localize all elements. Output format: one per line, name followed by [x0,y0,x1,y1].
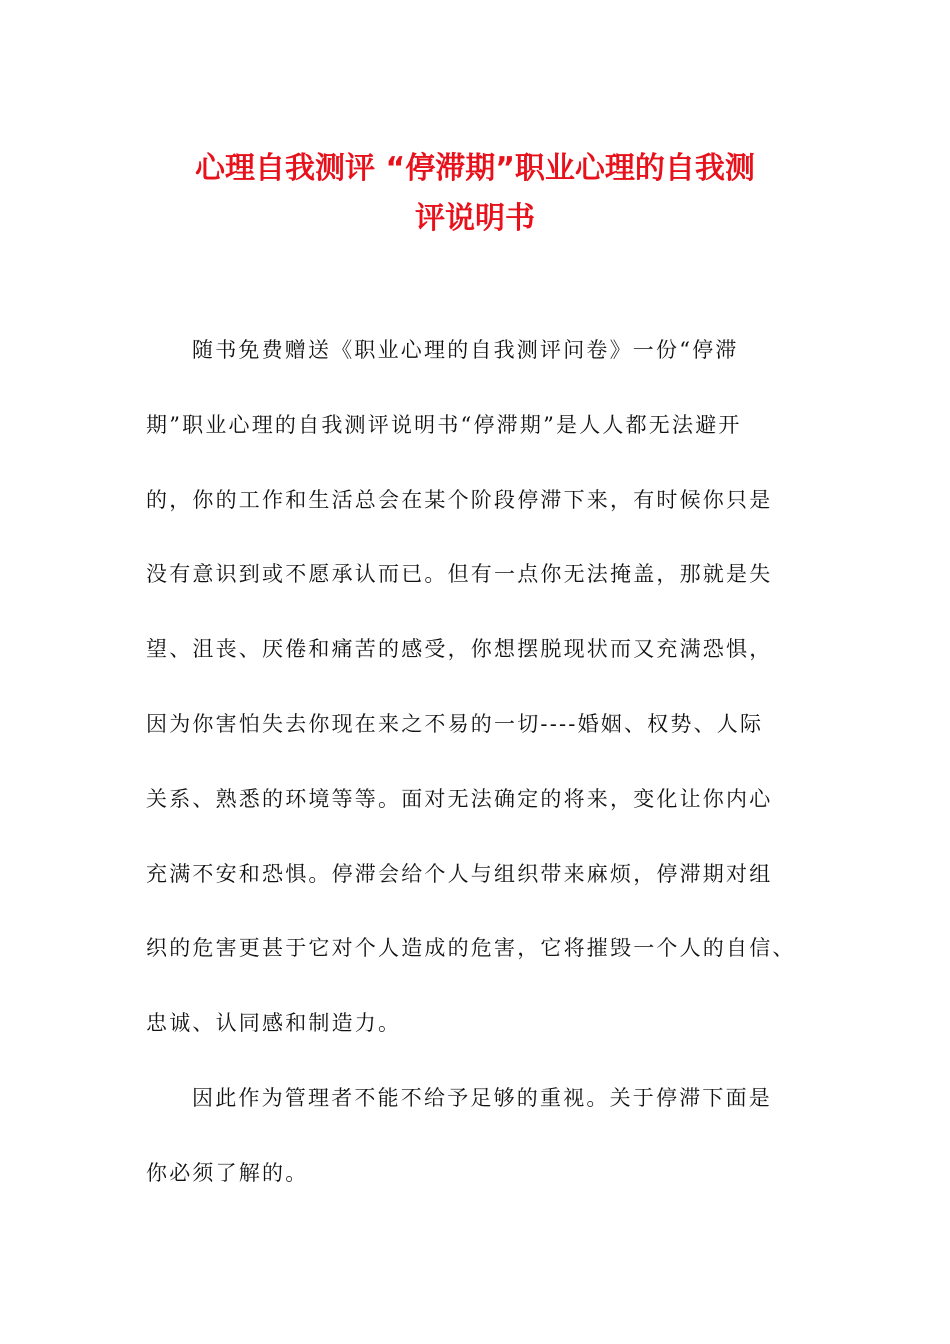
paragraph-1-line-3: 的，你的工作和生活总会在某个阶段停滞下来，有时候你只是 [146,487,773,512]
paragraph-2 [146,1076,810,1226]
document-body [146,328,810,1226]
paragraph-1-line-10: 忠诚、认同感和制造力。 [146,1011,402,1036]
paragraph-1-line-1: 随书免费赠送《职业心理的自我测评问卷》一份“停滞 [192,338,739,362]
paragraph-1-line-9: 织的危害更甚于它对个人造成的危害，它将摧毁一个人的自信、 [146,936,796,961]
paragraph-1-line-2: 期”职业心理的自我测评说明书“停滞期”是人人都无法避开 [146,412,742,437]
paragraph-1-line-7: 关系、熟悉的环境等等。面对无法确定的将来，变化让你内心 [146,786,773,811]
paragraph-2-line-1: 因此作为管理者不能不给予足够的重视。关于停滞下面是 [192,1085,772,1110]
paragraph-2-line-2: 你必须了解的。 [146,1160,309,1185]
paragraph-1-line-4: 没有意识到或不愿承认而已。但有一点你无法掩盖，那就是失 [146,562,773,587]
document-title [140,144,810,244]
paragraph-1 [146,328,810,1076]
paragraph-1-line-6: 因为你害怕失去你现在来之不易的一切----婚姻、权势、人际 [146,711,764,736]
title-line-2: 评说明书 [415,201,535,236]
paragraph-1-line-8: 充满不安和恐惧。停滞会给个人与组织带来麻烦，停滞期对组 [146,861,773,886]
title-line-1: 心理自我测评 “停滞期”职业心理的自我测 [195,151,755,186]
paragraph-1-line-5: 望、沮丧、厌倦和痛苦的感受，你想摆脱现状而又充满恐惧， [146,637,773,662]
